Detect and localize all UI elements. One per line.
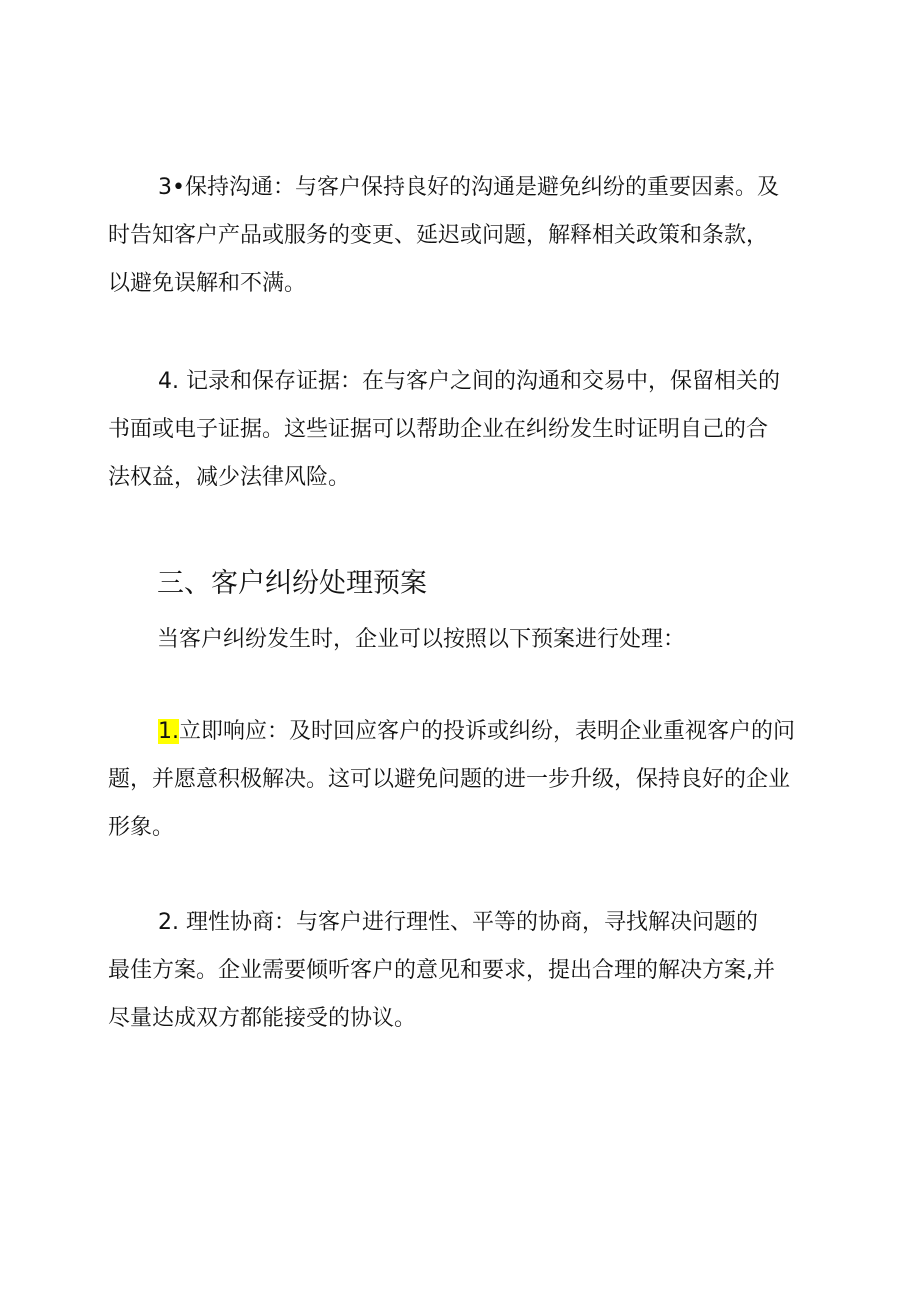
paragraph-line: 尽量达成双方都能接受的协议。 (108, 1006, 417, 1031)
paragraph-line: 时告知客户产品或服务的变更、延迟或问题，解释相关政策和条款， (108, 223, 769, 248)
section-intro: 当客户纠纷发生时，企业可以按照以下预案进行处理： (157, 627, 686, 652)
step-first-line-text: 立即响应：及时回应客户的投诉或纠纷，表明企业重视客户的问 (179, 719, 796, 744)
paragraph-line: 4. 记录和保存证据：在与客户之间的沟通和交易中，保留相关的 (158, 369, 780, 394)
step-number: 2. (158, 910, 179, 935)
paragraph-line: 最佳方案。企业需要倾听客户的意见和要求，提出合理的解决方案,并 (108, 958, 775, 983)
step-rational-negotiation (108, 899, 828, 1043)
paragraph-keep-communication (108, 164, 828, 308)
paragraph-line: 书面或电子证据。这些证据可以帮助企业在纠纷发生时证明自己的合 (108, 417, 769, 442)
step-first-line-text: 理性协商：与客户进行理性、平等的协商，寻找解决问题的 (179, 910, 758, 935)
paragraph-line: 形象。 (108, 815, 175, 840)
paragraph-line: 法权益，减少法律风险。 (108, 465, 351, 490)
paragraph-line: 以避免误解和不满。 (108, 271, 307, 296)
section-heading: 三、客户纠纷处理预案 (157, 568, 427, 599)
paragraph-line: 3•保持沟通：与客户保持良好的沟通是避免纠纷的重要因素。及 (158, 175, 779, 200)
step-number-highlight: 1. (158, 719, 179, 744)
paragraph-line (108, 708, 828, 756)
step-immediate-response (108, 708, 828, 852)
paragraph-line (108, 899, 828, 947)
paragraph-line: 题，并愿意积极解决。这可以避免问题的进一步升级，保持良好的企业 (108, 767, 791, 792)
paragraph-keep-evidence (108, 358, 828, 502)
